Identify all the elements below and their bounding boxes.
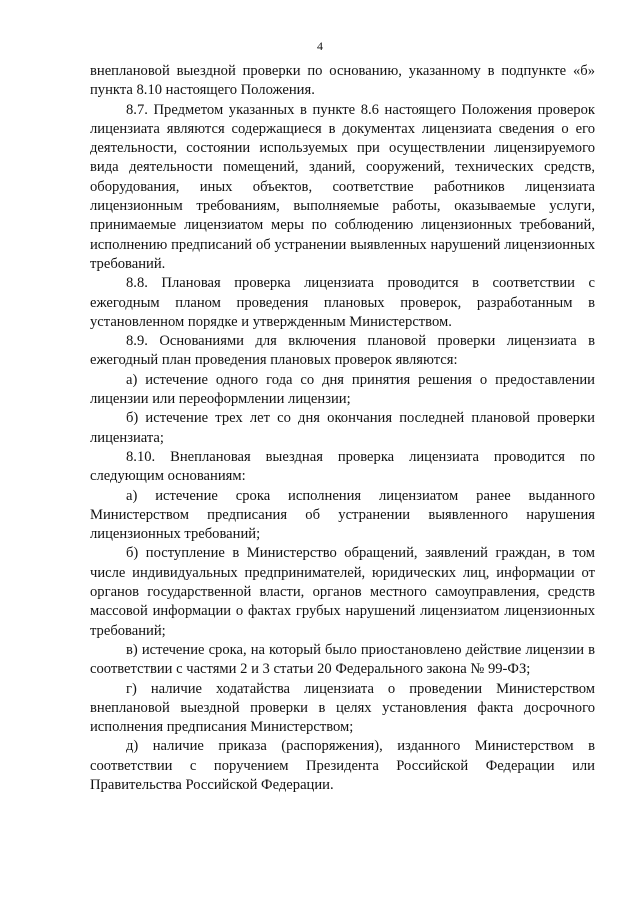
paragraph-8-10-g: г) наличие ходатайства лицензиата о проведении Министерством внеплановой выездной проверки в целях установления факта досрочного исполнения предписания Министерством; — [90, 680, 595, 736]
paragraph-8-9: 8.9. Основаниями для включения плановой проверки лицензиата в ежегодный план проведения плановых проверок являются: — [90, 333, 595, 369]
paragraph-8-10-v: в) истечение срока, на который было приостановлено действие лицензии в соответствии с частями 2 и 3 статьи 20 Федерального закона № 99-ФЗ; — [90, 641, 595, 678]
paragraph-8-9-a: а) истечение одного года со дня принятия решения о предоставлении лицензии или переоформлении лицензии; — [90, 371, 595, 408]
paragraph-8-7: 8.7. Предметом указанных в пункте 8.6 настоящего Положения проверок лицензиата являются содержащиеся в документах лицензиата сведения о его деятельности, состоянии используемых при осуществлении лицензируемого вида деятельности помещений, зданий, сооружений, технических средств, оборудования, иных объектов, соответствие работников лицензиата лицензионным требованиям, выполняемые работы, оказываемые услуги, принимаемые лицензиатом меры по соблюдению лицензионных требований, исполнению предписаний об устранении выявленных нарушений лицензионных требований. — [90, 101, 595, 272]
paragraph-8-10-a: а) истечение срока исполнения лицензиатом ранее выданного Министерством предписания об устранении выявленного нарушения лицензионных требований; — [90, 487, 595, 543]
paragraph-8-10: 8.10. Внеплановая выездная проверка лицензиата проводится по следующим основаниям: — [90, 448, 595, 485]
paragraph-continuation: внеплановой выездной проверки по основанию, указанному в подпункте «б» пункта 8.10 настоящего Положения. — [90, 63, 595, 99]
page-number: 4 — [317, 39, 323, 53]
document-body — [90, 62, 595, 795]
paragraph-8-8: 8.8. Плановая проверка лицензиата проводится в соответствии с ежегодным планом проведения плановых проверок, разработанным в установленном порядке и утвержденным Министерством. — [90, 275, 595, 330]
paragraph-8-9-b: б) истечение трех лет со дня окончания последней плановой проверки лицензиата; — [90, 410, 595, 446]
paragraph-8-10-b: б) поступление в Министерство обращений, заявлений граждан, в том числе индивидуальных предпринимателей, юридических лиц, информации от органов государственной власти, органов местного самоуправления, средств массовой информации о фактах грубых нарушений лицензиатом лицензионных требований; — [90, 545, 595, 639]
paragraph-8-10-d: д) наличие приказа (распоряжения), изданного Министерством в соответствии с поручением Президента Российской Федерации или Правительства Российской Федерации. — [90, 738, 595, 793]
